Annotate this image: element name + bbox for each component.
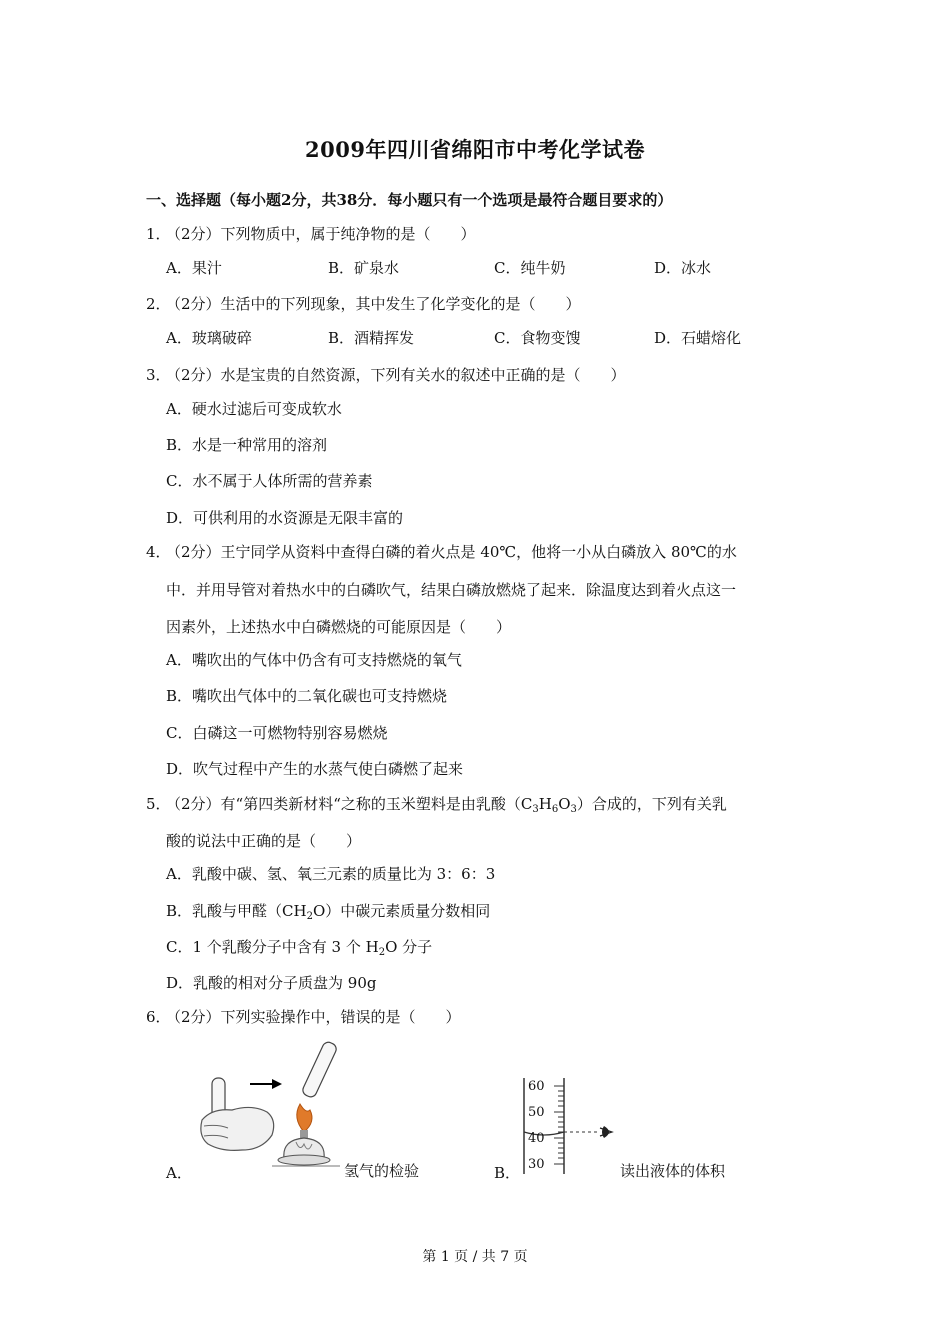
option-c: C．1 个乳酸分子中含有 3 个 $H_2O$ 分子 xyxy=(166,938,433,958)
option-b: B．矿泉水 xyxy=(328,259,400,277)
question-stem: （2分）水是宝贵的自然资源，下列有关水的叙述中正确的是（ ） xyxy=(166,366,626,384)
question-number: 3． xyxy=(146,366,171,384)
option-a-label: A． xyxy=(166,1164,192,1182)
question-number: 4． xyxy=(146,543,171,561)
option-b-caption: 读出液体的体积 xyxy=(620,1162,726,1180)
section-heading: 一、选择题（每小题2分，共38分．每小题只有一个选项是最符合题目要求的） xyxy=(146,191,673,209)
scale-label-40: 40 xyxy=(528,1131,545,1146)
question-stem-continued: 酸的说法中正确的是（ ） xyxy=(166,832,362,850)
question-number: 1． xyxy=(146,225,171,243)
option-b-label: B． xyxy=(494,1164,521,1182)
option-a: A．果汁 xyxy=(166,259,222,277)
option-c: C．食物变馊 xyxy=(494,329,581,347)
page-title: 2009年四川省绵阳市中考化学试卷 xyxy=(305,137,645,162)
option-b: B．酒精挥发 xyxy=(328,329,415,347)
option-a-caption: 氢气的检验 xyxy=(344,1162,420,1180)
option-c: C．白磷这一可燃物特别容易燃烧 xyxy=(166,724,388,742)
option-d: D．石蜡熔化 xyxy=(654,329,742,347)
option-c: C．纯牛奶 xyxy=(494,259,566,277)
page-footer: 第 1 页 / 共 7 页 xyxy=(422,1249,528,1265)
question-stem-continued: 中．并用导管对着热水中的白磷吹气，结果白磷放燃烧了起来．除温度达到着火点这一 xyxy=(166,581,737,599)
question-number: 6． xyxy=(146,1008,171,1026)
option-b: B．水是一种常用的溶剂 xyxy=(166,436,328,454)
question-stem: （2分）生活中的下列现象，其中发生了化学变化的是（ ） xyxy=(166,295,581,313)
question-stem-continued: 因素外，上述热水中白磷燃烧的可能原因是（ ） xyxy=(166,618,512,636)
option-a: A．玻璃破碎 xyxy=(166,329,252,347)
question-stem: （2分）下列实验操作中，错误的是（ ） xyxy=(166,1008,461,1026)
question-number: 5． xyxy=(146,795,171,813)
option-a: A．硬水过滤后可变成软水 xyxy=(166,400,342,418)
option-d: D．吹气过程中产生的水蒸气使白磷燃了起来 xyxy=(166,760,464,778)
option-a: A．乳酸中碳、氢、氧三元素的质量比为 3：6：3 xyxy=(166,865,496,883)
question-stem: （2分）有“第四类新材料“之称的玉米塑料是由乳酸$(C_3H_6O_3)$合成的，下列有关乳 xyxy=(166,795,727,815)
scale-label-30: 30 xyxy=(528,1157,545,1172)
scale-label-50: 50 xyxy=(528,1105,545,1120)
question-number: 2． xyxy=(146,295,171,313)
question-stem: （2分）下列物质中，属于纯净物的是（ ） xyxy=(166,225,476,243)
option-b: B．嘴吹出气体中的二氧化碳也可支持燃烧 xyxy=(166,687,448,705)
option-d: D．可供利用的水资源是无限丰富的 xyxy=(166,509,404,527)
option-a: A．嘴吹出的气体中仍含有可支持燃烧的氧气 xyxy=(166,651,462,669)
hydrogen-test-figure xyxy=(192,1040,342,1180)
question-stem: （2分）王宁同学从资料中查得白磷的着火点是 40℃，他将一小从白磷放入 80℃的水 xyxy=(166,543,737,561)
option-d: D．冰水 xyxy=(654,259,712,277)
option-b: B．乳酸与甲醛$(CH_2O)$中碳元素质量分数相同 xyxy=(166,902,491,922)
option-d: D．乳酸的相对分子质盘为 90g xyxy=(166,974,377,992)
scale-label-60: 60 xyxy=(528,1079,545,1094)
option-c: C．水不属于人体所需的营养素 xyxy=(166,472,373,490)
